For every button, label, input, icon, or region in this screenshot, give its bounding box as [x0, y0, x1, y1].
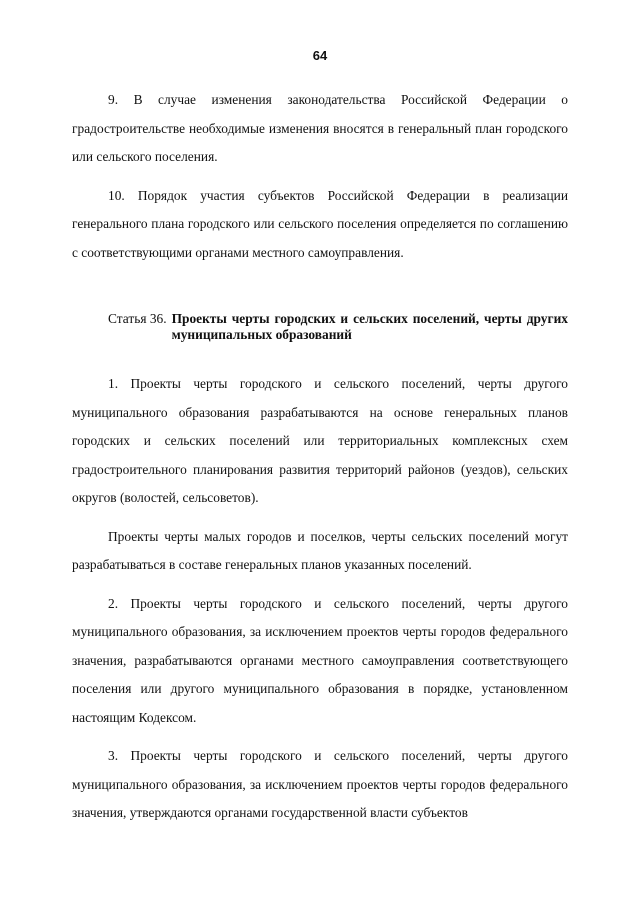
paragraph-item-10: 10. Порядок участия субъектов Российской Федерации в реализации генерального плана городского или сельского поселения определяется по соглашению с соответствующими органами местного самоуправления. — [72, 187, 568, 260]
page-number: 64 — [312, 48, 328, 63]
document-body — [72, 86, 568, 838]
article-number: Статья 36. — [108, 311, 167, 326]
paragraph-small-towns: Проекты черты малых городов и поселков, черты сельских поселений могут разрабатываться в составе генеральных планов указанных поселений. — [72, 528, 568, 572]
paragraph-item-1: 1. Проекты черты городского и сельского поселений, черты другого муниципального образования разрабатываются на основе генеральных планов городских и сельских поселений или территориальных комплексных схем градостроительного планирования развития территорий районов (уездов), сельских округов (волостей, сельсоветов). — [72, 376, 568, 505]
paragraph-item-2: 2. Проекты черты городского и сельского поселений, черты другого муниципального образования, за исключением проектов черты городов федерального значения, разрабатываются органами местного самоуправления соответствующего поселения или другого муниципального образования в порядке, установленном настоящим Кодексом. — [72, 595, 568, 725]
article-title: Проекты черты городских и сельских поселений, черты других муниципальных образований — [171, 311, 568, 342]
paragraph-item-9: 9. В случае изменения законодательства Российской Федерации о градостроительстве необходимые изменения вносятся в генеральный план городского или сельского поселения. — [72, 92, 568, 164]
article-heading — [72, 311, 568, 342]
paragraph-item-3: 3. Проекты черты городского и сельского поселений, черты другого муниципального образования, за исключением проектов черты городов федерального значения, утверждаются органами государственной власти субъектов — [72, 748, 568, 820]
